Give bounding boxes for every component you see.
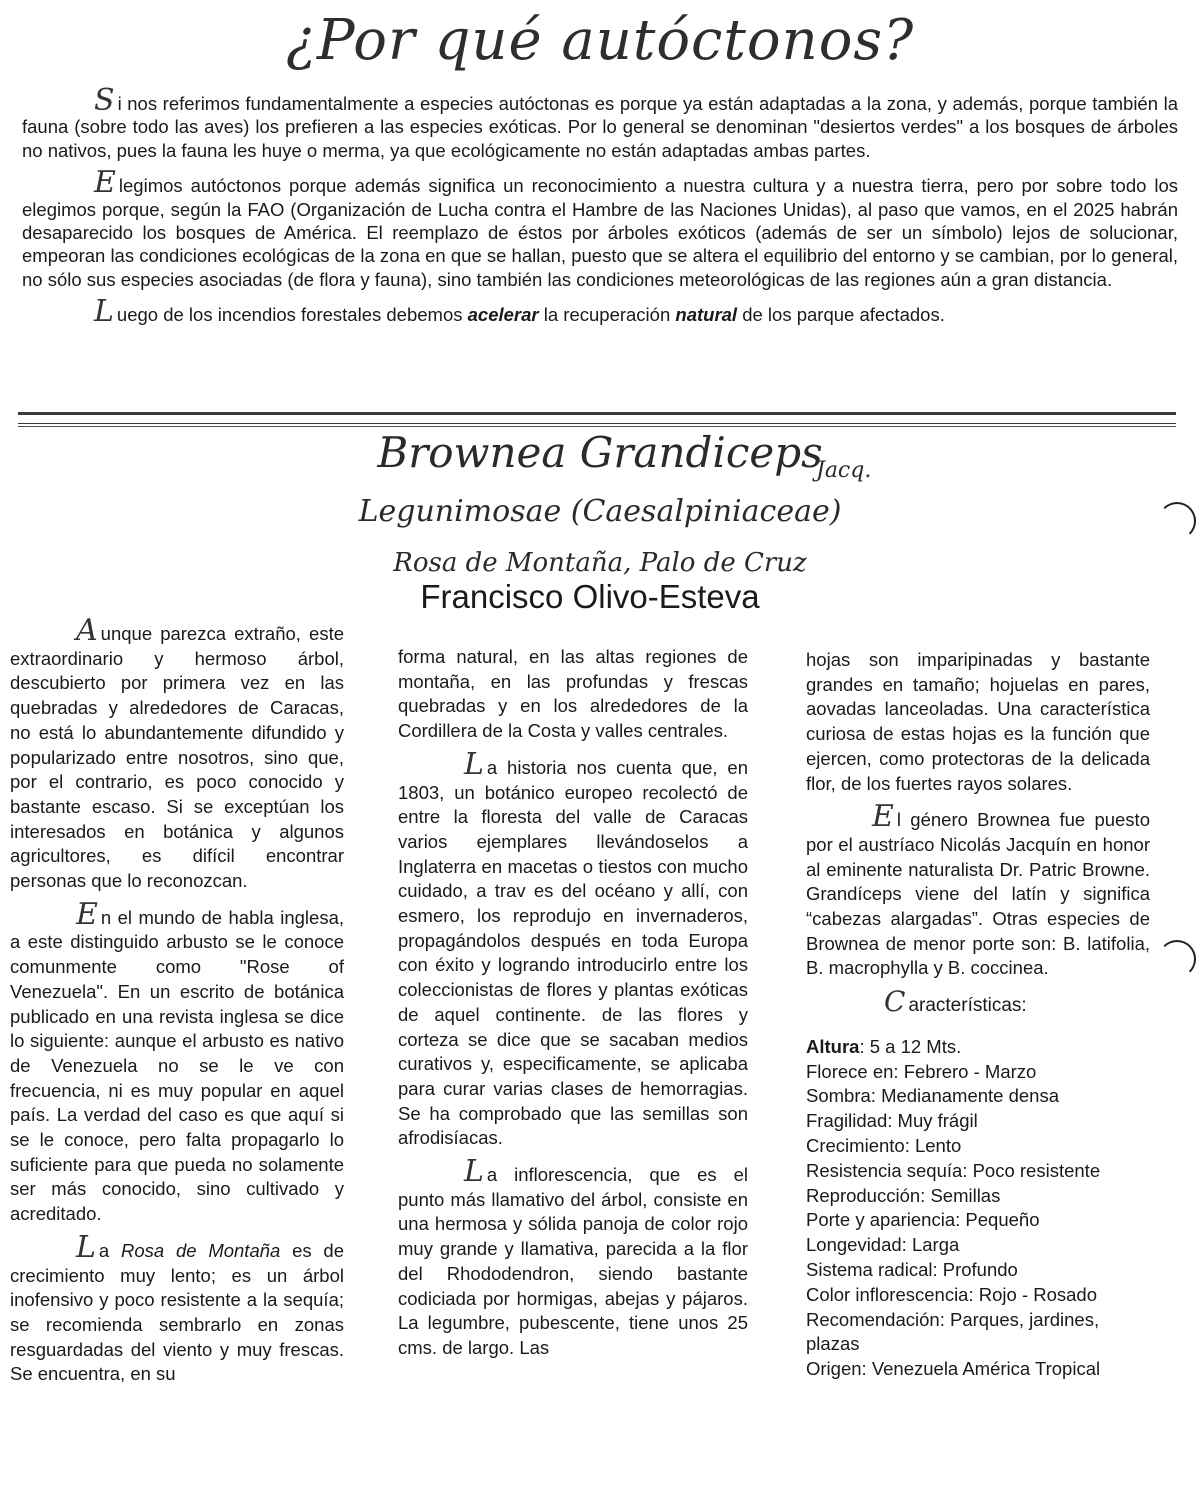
spec-label: Resistencia sequía	[806, 1159, 963, 1181]
paragraph-text: a inflorescencia, que es el punto más llamativo del árbol, consiste en una hermosa y sólida panoja de color rojo muy grande y llamativa, parecida a la flor del Rhododendron, siendo bastante codiciada por hormigas, abejas y pájaros. La legumbre, pubescente, tiene unos 25 cms. de largo. Las	[398, 1164, 748, 1358]
drop-cap: C	[884, 985, 906, 1019]
spec-item	[806, 1084, 1150, 1109]
spec-value: Larga	[911, 1234, 960, 1256]
spec-sep: :	[859, 1035, 870, 1057]
spec-sep: :	[904, 1135, 915, 1157]
spec-sep: :	[939, 1308, 950, 1330]
section-divider-thin	[18, 426, 1176, 427]
species-name: Brownea Grandiceps	[377, 428, 823, 477]
spec-item	[806, 1357, 1150, 1382]
spec-value: Medianamente densa	[881, 1085, 1059, 1107]
intro-paragraph-1	[22, 83, 1178, 162]
spec-value: 5 a 12 Mts.	[869, 1035, 962, 1057]
paragraph	[10, 896, 344, 1227]
paragraph-text: es de crecimiento muy lento; es un árbol inofensivo y poco resistente a la sequía; se recomienda sembrarlo en zonas resguardadas del viento y muy frescas. Se encuentra, en su	[10, 1239, 344, 1385]
spec-label: Fragilidad	[806, 1110, 888, 1132]
spec-value: Rojo - Rosado	[978, 1283, 1098, 1305]
drop-cap: E	[872, 799, 894, 835]
paragraph	[398, 746, 748, 1151]
spec-value: Poco resistente	[972, 1159, 1101, 1181]
spec-label: Recomendación	[806, 1308, 940, 1330]
drop-cap: L	[76, 1229, 96, 1265]
paragraph-text: l género Brownea fue puesto por el austríaco Nicolás Jacquín en honor al eminente naturalista Dr. Patric Browne. Grandíceps viene del latín y significa “cabezas alargadas”. Otras especies de Brownea de menor porte son: B. latifolia, B. macrophylla y B. coccinea.	[806, 809, 1150, 979]
spec-item	[806, 1060, 1150, 1085]
paragraph-text: a historia nos cuenta que, en 1803, un botánico europeo recolectó de entre la floresta del valle de Caracas varios ejemplares llevándoselos a Inglaterra en macetas o tiestos con mucho cuidado, a trav es del océano y allí, con esmero, los reprodujo en invernaderos, propagándolos después en toda Europa con éxito y logrando introducirlo entre los coleccionistas de flores y plantas exóticas de aquel continente. de las flores y corteza se dice que se sacaban medios curativos y, especificamente, se aplicaba para curar varias clases de hemorragias. Se ha comprobado que las semillas son afrodisíacas.	[398, 756, 748, 1149]
intro-paragraph-3	[22, 294, 1178, 330]
spec-label: Crecimiento	[806, 1135, 905, 1157]
article-column-2	[398, 645, 748, 1373]
spec-value: Profundo	[942, 1259, 1018, 1281]
common-names: Rosa de Montaña, Palo de Cruz	[393, 548, 807, 578]
spec-label: Longevidad	[806, 1234, 902, 1256]
emphasis-natural: natural	[675, 304, 738, 326]
spec-sep: :	[968, 1283, 979, 1305]
spec-value: Parques, jardines, plazas	[806, 1308, 1100, 1355]
spec-item	[806, 1184, 1150, 1209]
article-column-3	[806, 648, 1150, 1382]
drop-cap: S	[94, 83, 115, 118]
drop-cap: L	[94, 294, 114, 330]
paragraph	[10, 1229, 344, 1387]
intro-paragraph-2	[22, 165, 1178, 291]
intro-text: de los parque afectados.	[737, 304, 945, 326]
spec-item	[806, 1233, 1150, 1258]
spec-label: Color inflorescencia	[806, 1283, 969, 1305]
spec-item	[806, 1208, 1150, 1233]
section-divider	[18, 412, 1176, 424]
characteristics-list	[806, 1035, 1150, 1382]
drop-cap: E	[76, 896, 98, 932]
spec-value: Venezuela América Tropical	[871, 1358, 1101, 1380]
spec-sep: :	[901, 1234, 912, 1256]
spec-value: Febrero - Marzo	[903, 1060, 1037, 1082]
emphasis-rosa-de-montana: Rosa de Montaña	[121, 1239, 281, 1261]
spec-item	[806, 1109, 1150, 1134]
spec-sep: :	[962, 1159, 973, 1181]
drop-cap: L	[464, 746, 484, 782]
spec-item	[806, 1134, 1150, 1159]
spec-label: Sistema radical	[806, 1259, 933, 1281]
intro-section	[22, 83, 1178, 339]
intro-text: uego de los incendios forestales debemos	[116, 304, 468, 326]
paragraph	[806, 799, 1150, 981]
drop-cap: E	[94, 165, 116, 201]
page-title: ¿Por qué autóctonos?	[285, 8, 915, 73]
heading-text: aracterísticas:	[908, 995, 1027, 1017]
spec-label: Porte y apariencia	[806, 1209, 956, 1231]
spec-item	[806, 1283, 1150, 1308]
spec-sep: :	[955, 1209, 966, 1231]
spec-label: Sombra	[806, 1085, 871, 1107]
spec-label: Altura	[806, 1035, 860, 1057]
author-byline: Francisco Olivo-Esteva	[420, 578, 760, 615]
intro-text: legimos autóctonos porque además significa un reconocimiento a nuestra cultura y a nuestra tierra, pero por sobre todo los elegimos porque, según la FAO (Organización de Lucha contra el Hambre de las Naciones Unidas), al paso que vamos, en el 2025 habrán desaparecido los bosques de América. El reemplazo de éstos por árboles exóticos (además de ser un símbolo) lejos de solucionar, empeoran las condiciones ecológicas de la zona en que se hallan, puesto que se altera el equilibrio del entorno y se cambian, por lo general, no sólo sus especies asociadas (de flora y fauna), sino también las condiciones meteorológicas de las regiones aún a gran distancia.	[22, 175, 1178, 290]
article-column-1	[10, 613, 344, 1399]
spec-sep: :	[870, 1085, 882, 1107]
species-author: Jacq.	[816, 458, 872, 483]
paragraph: forma natural, en las altas regiones de montaña, en las profundas y frescas quebradas y en los alrededores de la Cordillera de la Costa y valles centrales.	[398, 646, 748, 742]
spec-value: Lento	[914, 1135, 962, 1157]
drop-cap: L	[464, 1154, 484, 1190]
paragraph	[398, 1154, 748, 1361]
spec-item	[806, 1258, 1150, 1283]
spec-label: Origen	[806, 1358, 862, 1380]
drop-cap: A	[76, 613, 98, 648]
spec-sep: :	[920, 1184, 931, 1206]
punch-hole-mark	[1158, 502, 1196, 540]
intro-text: i nos referimos fundamentalmente a especies autóctonas es porque ya están adaptadas a la zona, y además, porque también la fauna (sobre todo las aves) los prefieren a las especies exóticas. Por lo general se denominan "desiertos verdes" a los bosques de árboles no nativos, pues la fauna les huye o merma, ya que ecológicamente no están adaptadas ambas partes.	[22, 93, 1178, 161]
spec-item	[806, 1159, 1150, 1184]
characteristics-heading	[806, 985, 1150, 1019]
species-family: Legunimosae (Caesalpiniaceae)	[358, 494, 842, 529]
spec-item	[806, 1308, 1150, 1358]
spec-sep: :	[893, 1060, 904, 1082]
punch-hole-mark	[1158, 940, 1196, 978]
spec-value: Semillas	[930, 1184, 1001, 1206]
paragraph-text: n el mundo de habla inglesa, a este distinguido arbusto se le conoce comunmente como "Rose of Venezuela". En un escrito de botánica publicado en una revista inglesa se dice lo siguiente: aunque el arbusto es nativo de Venezuela no se le ve con frecuencia, ni es muy popular en aquel país. La verdad del caso es que aquí si se le conoce, pero falta propagarlo lo suficiente para que pueda no solamente ser más conocido, sino cultivado y acreditado.	[10, 906, 344, 1225]
spec-label: Reproducción	[806, 1184, 921, 1206]
spec-value: Pequeño	[965, 1209, 1040, 1231]
paragraph-text: a	[98, 1239, 121, 1261]
spec-sep: :	[887, 1110, 898, 1132]
spec-label: Florece en	[806, 1060, 894, 1082]
paragraph	[10, 613, 344, 894]
spec-item	[806, 1035, 1150, 1060]
spec-value: Muy frágil	[897, 1110, 978, 1132]
paragraph: hojas son imparipinadas y bastante grandes en tamaño; hojuelas en pares, aovadas lanceoladas. Una característica curiosa de estas hojas es la función que ejercen, como protectoras de la delicada flor, de los fuertes rayos solares.	[806, 649, 1150, 794]
intro-text: la recuperación	[538, 304, 676, 326]
emphasis-acelerar: acelerar	[467, 304, 539, 326]
spec-sep: :	[861, 1358, 872, 1380]
paragraph-text: unque parezca extraño, este extraordinario y hermoso árbol, descubierto por primera vez en las quebradas y alrededores de Caracas, no está lo abundantemente difundido y popularizado entre nosotros, sino que, por el contrario, es poco conocido y bastante escaso. Si se exceptúan los interesados en botánica y algunos agricultores, es difícil encontrar personas que lo reconozcan.	[10, 623, 344, 892]
spec-sep: :	[932, 1259, 943, 1281]
